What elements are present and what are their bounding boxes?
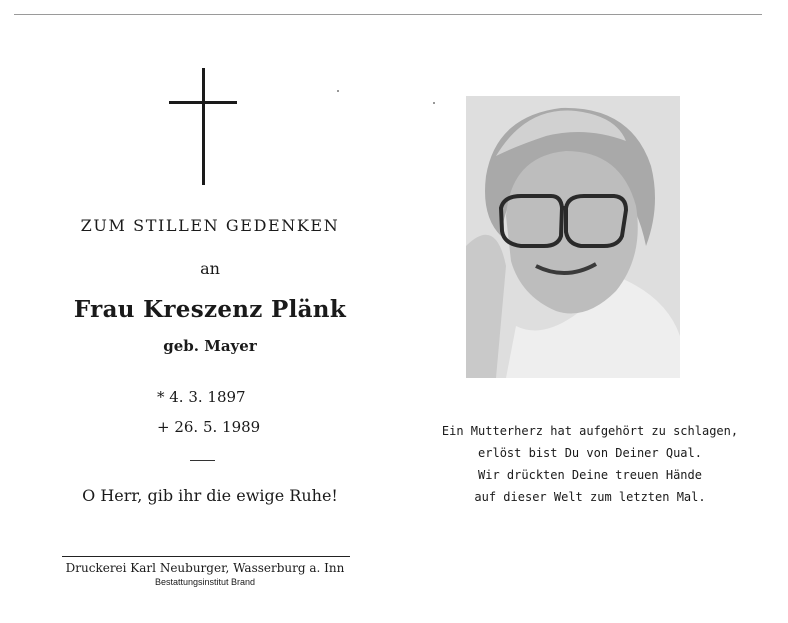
death-date: + 26. 5. 1989 bbox=[157, 418, 261, 436]
paper-speck bbox=[433, 102, 435, 104]
cross-horizontal-bar bbox=[169, 101, 237, 104]
poem bbox=[425, 420, 755, 508]
maiden-name: geb. Mayer bbox=[163, 337, 257, 355]
poem-line-1: Ein Mutterherz hat aufgehört zu schlagen, bbox=[441, 424, 739, 438]
portrait-illustration bbox=[466, 96, 680, 378]
cross-vertical-bar bbox=[202, 68, 205, 185]
poem-line-3: Wir drückten Deine treuen Hände bbox=[478, 468, 702, 482]
divider bbox=[190, 460, 215, 461]
poem-line-2: erlöst bist Du von Deiner Qual. bbox=[478, 446, 702, 460]
top-border bbox=[14, 14, 762, 15]
printer-credit: Druckerei Karl Neuburger, Wasserburg a. Inn bbox=[65, 561, 345, 575]
preposition: an bbox=[200, 259, 220, 278]
memorial-heading: ZUM STILLEN GEDENKEN bbox=[80, 216, 340, 235]
paper-speck bbox=[337, 90, 339, 92]
funeral-institute: Bestattungsinstitut Brand bbox=[154, 577, 256, 587]
prayer-text: O Herr, gib ihr die ewige Ruhe! bbox=[82, 486, 338, 505]
portrait-photo bbox=[466, 96, 680, 378]
poem-line-4: auf dieser Welt zum letzten Mal. bbox=[474, 490, 706, 504]
deceased-name: Frau Kreszenz Plänk bbox=[73, 296, 347, 323]
printer-divider bbox=[62, 556, 350, 557]
birth-date: * 4. 3. 1897 bbox=[157, 388, 246, 406]
